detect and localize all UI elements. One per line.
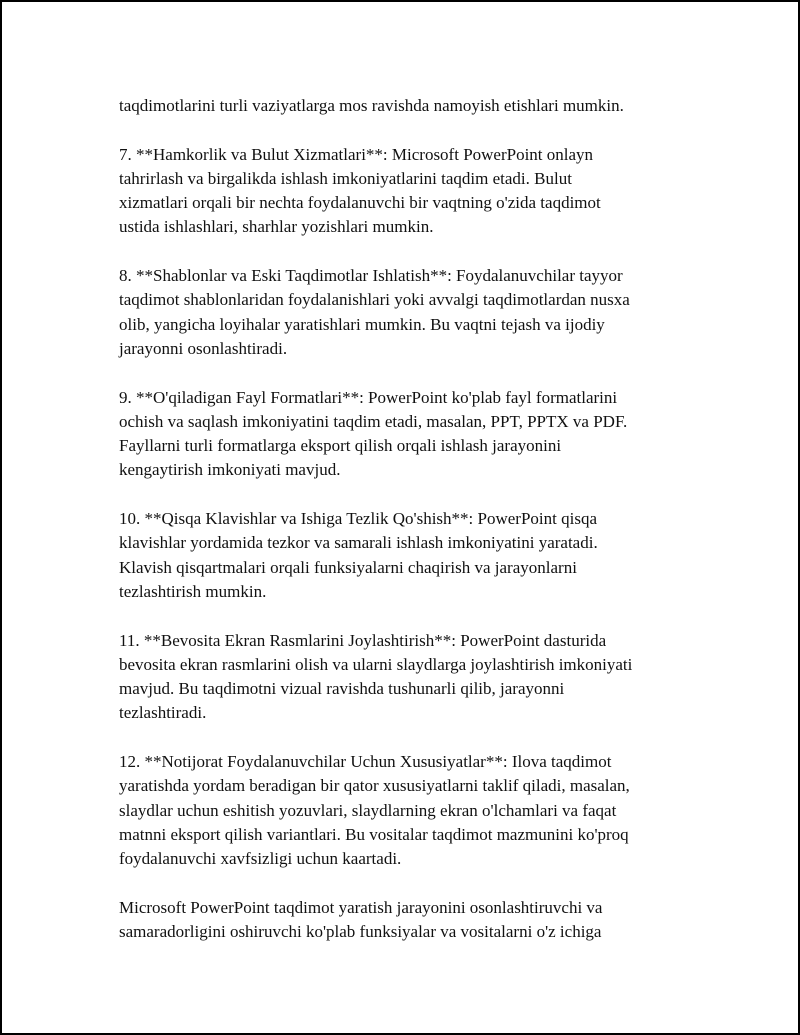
paragraph-item-7: 7. **Hamkorlik va Bulut Xizmatlari**: Microsoft PowerPoint onlayn tahrirlash va birgalikda ishlash imkoniyatlarini taqdim etadi. Bulut xizmatlari orqali bir nechta foydalanuvchi bir vaqtning o'zida taqdimot ustida ishlashlari, sharhlar yozishlari mumkin. xyxy=(119,144,601,237)
paragraph-conclusion: Microsoft PowerPoint taqdimot yaratish jarayonini osonlashtiruvchi va samaradorligini oshiruvchi ko'plab funksiyalar va vositalarni o'z ichiga xyxy=(119,897,603,942)
paragraph-intro-continuation: taqdimotlarini turli vaziyatlarga mos ravishda namoyish etishlari mumkin. xyxy=(119,96,624,115)
paragraph-item-11: 11. **Bevosita Ekran Rasmlarini Joylashtirish**: PowerPoint dasturida bevosita ekran rasmlarini olish va ularni slaydlarga joylashtirish imkoniyati mavjud. Bu taqdimotni vizual ravishda tushunarli qilib, jarayonni tezlashtiradi. xyxy=(119,630,633,723)
paragraph-item-10: 10. **Qisqa Klavishlar va Ishiga Tezlik Qo'shish**: PowerPoint qisqa klavishlar yordamida tezkor va samarali ishlash imkoniyatini yaratadi. Klavish qisqartmalari orqali funksiyalarni chaqirish va jarayonlarni tezlashtirish mumkin. xyxy=(119,509,598,601)
paragraph-item-9: 9. **O'qiladigan Fayl Formatlari**: PowerPoint ko'plab fayl formatlarini ochish va saqlash imkoniyatini taqdim etadi, masalan, PPT, PPTX va PDF. Fayllarni turli formatlarga eksport qilish orqali ishlash jarayonini kengaytirish imkoniyati mavjud. xyxy=(119,387,628,480)
paragraph-item-8: 8. **Shablonlar va Eski Taqdimotlar Ishlatish**: Foydalanuvchilar tayyor taqdimot shablonlaridan foydalanishlari yoki avvalgi taqdimotlardan nusxa olib, yangicha loyihalar yaratishlari mumkin. Bu vaqtni tejash va ijodiy jarayonni osonlashtiradi. xyxy=(119,266,630,358)
document-body xyxy=(119,94,689,969)
paragraph-item-12: 12. **Notijorat Foydalanuvchilar Uchun Xususiyatlar**: Ilova taqdimot yaratishda yordam beradigan bir qator xususiyatlarni taklif qiladi, masalan, slaydlar uchun eshitish yozuvlari, slaydlarning ekran o'lchamlari va faqat matnni eksport qilish variantlari. Bu vositalar taqdimot mazmunini ko'proq foydalanuvchi xavfsizligi uchun kaartadi. xyxy=(119,752,630,869)
